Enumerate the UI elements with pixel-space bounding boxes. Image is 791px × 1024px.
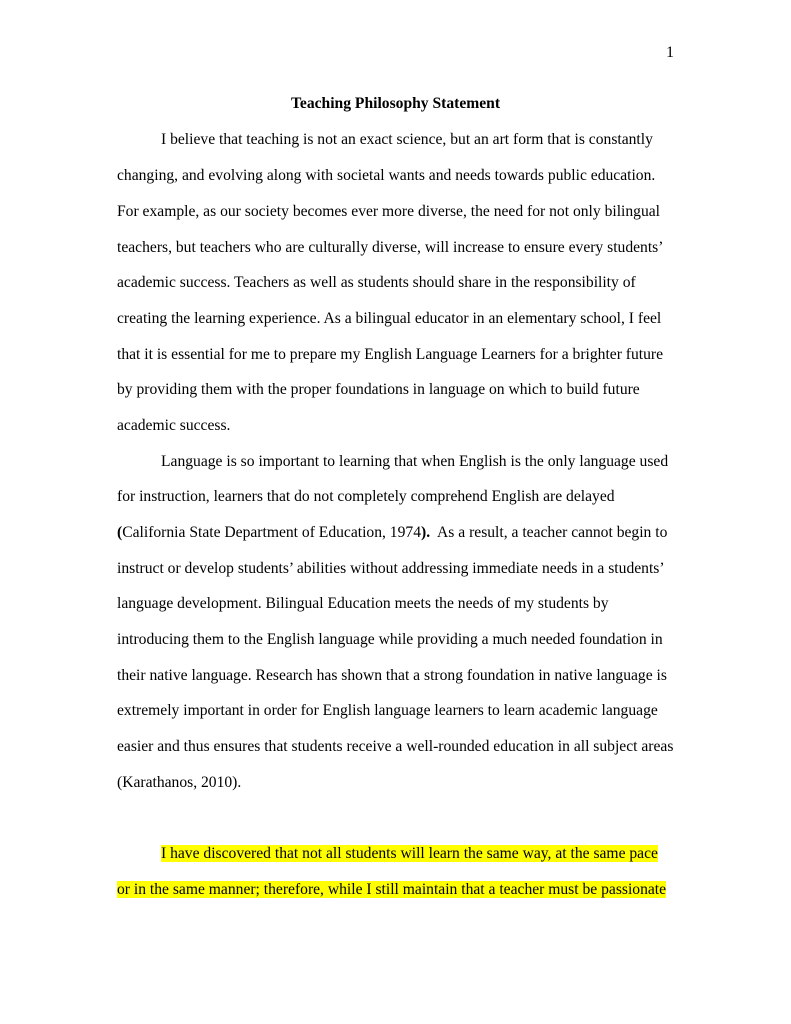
paragraph-line: academic success. — [117, 417, 231, 434]
highlighted-paragraph-line — [117, 880, 666, 900]
paragraph-line — [117, 523, 667, 543]
paragraph-line: easier and thus ensures that students receive a well-rounded education in all subject areas — [117, 738, 674, 755]
paragraph-line: creating the learning experience. As a bilingual educator in an elementary school, I feel — [117, 310, 662, 327]
highlighted-text: I have discovered that not all students will learn the same way, at the same pace — [161, 845, 658, 862]
paragraph-line: their native language. Research has shown that a strong foundation in native language is — [117, 667, 667, 684]
paragraph-line: language development. Bilingual Education meets the needs of my students by — [117, 595, 609, 612]
paragraph-line: academic success. Teachers as well as students should share in the responsibility of — [117, 274, 636, 291]
paragraph-line: teachers, but teachers who are culturally diverse, will increase to ensure every students’ — [117, 239, 664, 256]
paragraph-line: Language is so important to learning that when English is the only language used — [161, 453, 669, 470]
paragraph-line: that it is essential for me to prepare my English Language Learners for a brighter future — [117, 346, 664, 363]
document-title: Teaching Philosophy Statement — [290, 95, 501, 112]
paragraph-line: changing, and evolving along with societal wants and needs towards public education. — [117, 167, 656, 184]
paragraph-line: (Karathanos, 2010). — [117, 774, 242, 791]
paragraph-line: for instruction, learners that do not completely comprehend English are delayed — [117, 488, 615, 505]
citation-open-paren: ( — [117, 524, 123, 541]
paragraph-line: introducing them to the English language while providing a much needed foundation in — [117, 631, 663, 648]
highlighted-text: or in the same manner; therefore, while I still maintain that a teacher must be passionate — [117, 881, 667, 898]
paragraph-line: by providing them with the proper foundations in language on which to build future — [117, 381, 640, 398]
citation-text: California State Department of Education, 1974 — [122, 524, 421, 541]
paragraph-line: instruct or develop students’ abilities without addressing immediate needs in a students’ — [117, 560, 665, 577]
paragraph-line: extremely important in order for English language learners to learn academic language — [117, 702, 658, 719]
citation-close-paren: ). — [421, 524, 431, 541]
page-number: 1 — [666, 44, 674, 61]
paragraph-line: For example, as our society becomes ever more diverse, the need for not only bilingual — [117, 203, 661, 220]
highlighted-paragraph-line — [161, 844, 658, 864]
paragraph-line: I believe that teaching is not an exact science, but an art form that is constantly — [161, 131, 653, 148]
paragraph-text: As a result, a teacher cannot begin to — [430, 524, 668, 541]
